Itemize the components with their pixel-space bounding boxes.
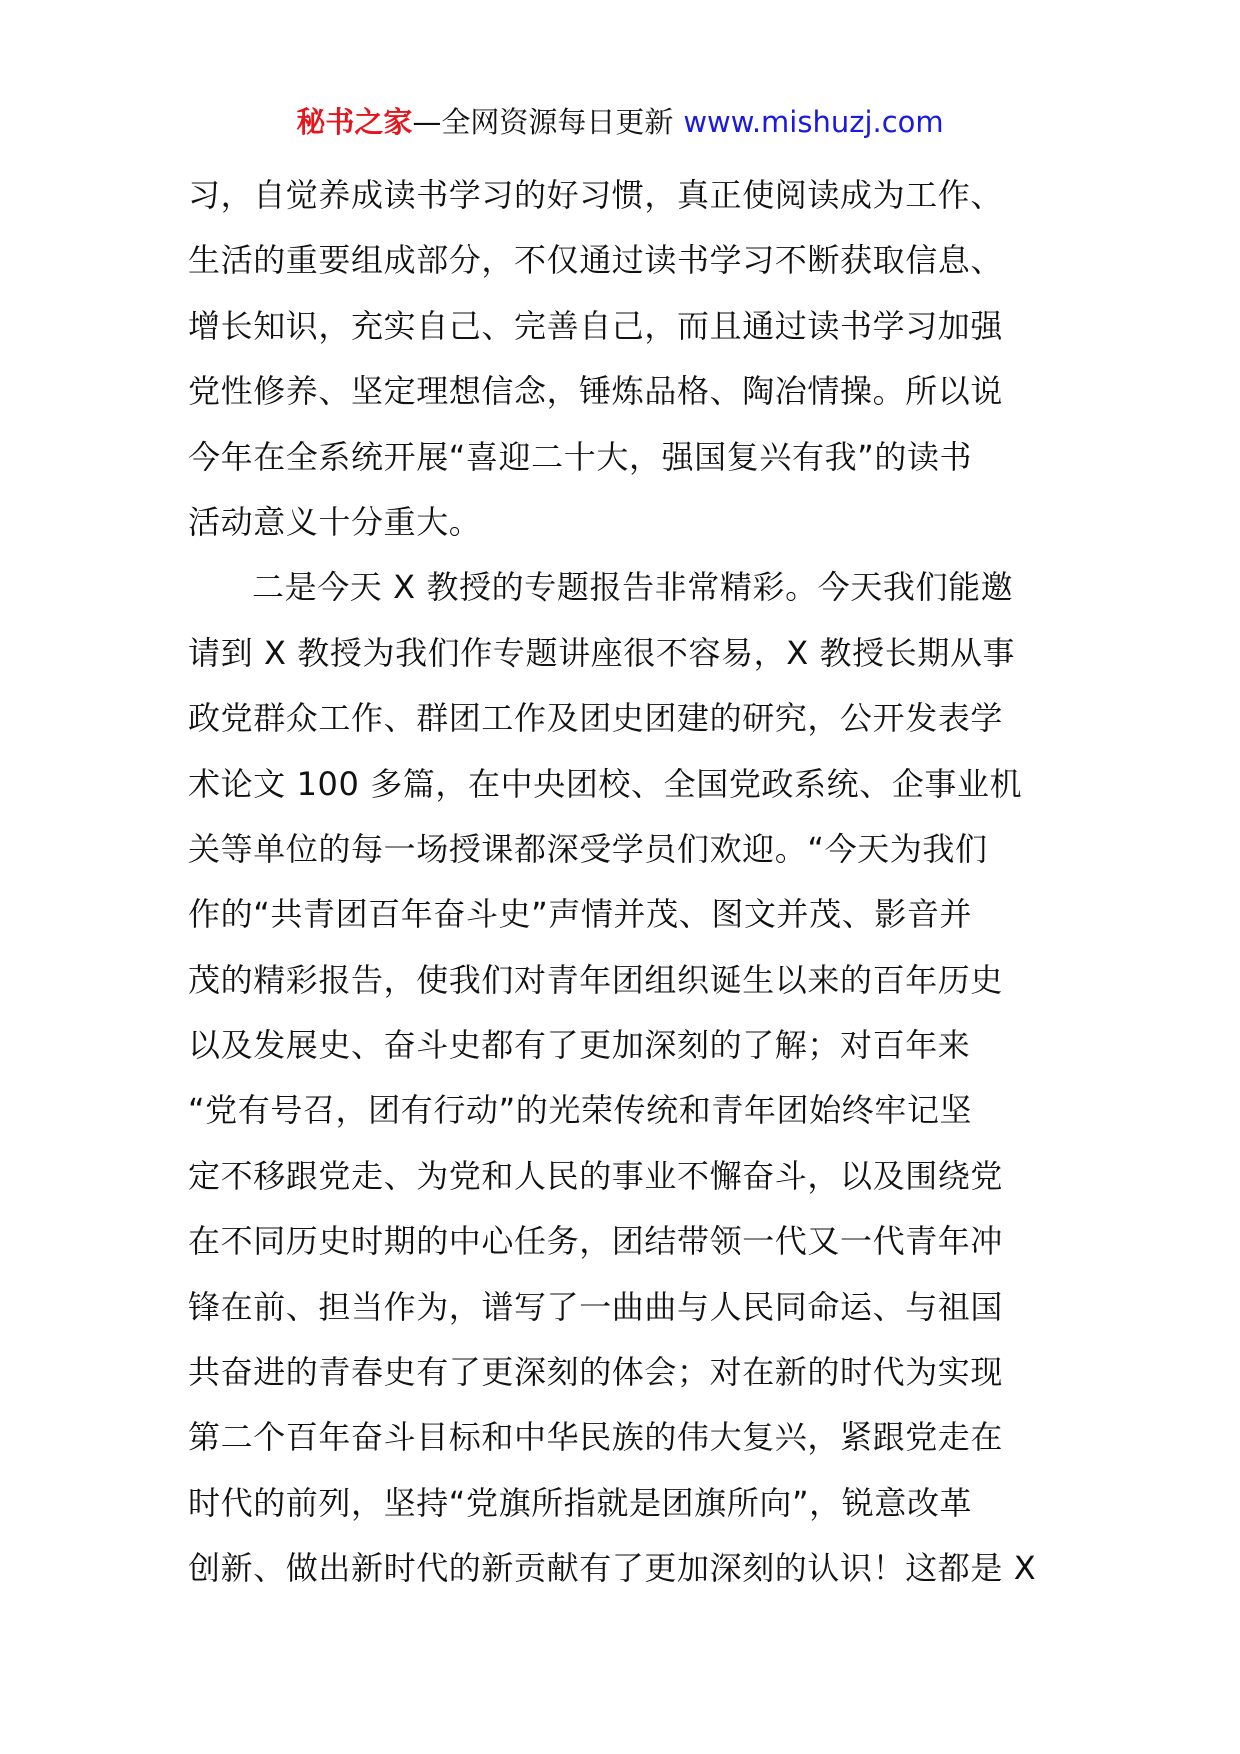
text-line: 关等单位的每一场授课都深受学员们欢迎。“今天为我们 bbox=[188, 829, 988, 868]
text-line: 创新、做出新时代的新贡献有了更加深刻的认识！这都是 X bbox=[188, 1549, 1037, 1588]
text-line: 增长知识，充实自己、完善自己，而且通过读书学习加强 bbox=[188, 306, 1004, 345]
text-line: 第二个百年奋斗目标和中华民族的伟大复兴，紧跟党走在 bbox=[188, 1418, 1004, 1457]
text-line: 今年在全系统开展“喜迎二十大，强国复兴有我”的读书 bbox=[188, 437, 973, 476]
text-line: 以及发展史、奋斗史都有了更加深刻的了解；对百年来 bbox=[188, 1026, 971, 1065]
text-line: 共奋进的青春史有了更深刻的体会；对在新的时代为实现 bbox=[188, 1353, 1004, 1392]
text-line: 时代的前列，坚持“党旗所指就是团旗所向”，锐意改革 bbox=[188, 1483, 973, 1522]
text-line: 党性修养、坚定理想信念，锤炼品格、陶冶情操。所以说 bbox=[188, 372, 1004, 411]
paragraph-start-line: 二是今天 X 教授的专题报告非常精彩。今天我们能邀 bbox=[252, 568, 1014, 607]
text-line: 活动意义十分重大。 bbox=[188, 502, 482, 541]
text-line: 茂的精彩报告，使我们对青年团组织诞生以来的百年历史 bbox=[188, 960, 1004, 999]
text-line: 习，自觉养成读书学习的好习惯，真正使阅读成为工作、 bbox=[188, 176, 1004, 214]
site-url-link[interactable]: www.mishuzj.com bbox=[683, 105, 944, 139]
site-header bbox=[0, 100, 1240, 144]
text-line: “党有号召，团有行动”的光荣传统和青年团始终牢记坚 bbox=[188, 1091, 973, 1130]
text-line: 锋在前、担当作为，谱写了一曲曲与人民同命运、与祖国 bbox=[188, 1287, 1004, 1326]
text-line: 在不同历史时期的中心任务，团结带领一代又一代青年冲 bbox=[188, 1222, 1004, 1261]
text-line: 定不移跟党走、为党和人民的事业不懈奋斗，以及围绕党 bbox=[188, 1156, 1004, 1195]
text-line: 政党群众工作、群团工作及团史团建的研究，公开发表学 bbox=[188, 699, 1004, 738]
text-line: 作的“共青团百年奋斗史”声情并茂、图文并茂、影音并 bbox=[188, 895, 973, 934]
text-line: 请到 X 教授为我们作专题讲座很不容易，X 教授长期从事 bbox=[188, 633, 1016, 672]
brand-name: 秘书之家 bbox=[296, 105, 413, 139]
text-line: 生活的重要组成部分，不仅通过读书学习不断获取信息、 bbox=[188, 241, 1004, 280]
header-slogan: —全网资源每日更新 bbox=[412, 105, 674, 139]
text-line: 术论文 100 多篇，在中央团校、全国党政系统、企事业机 bbox=[188, 764, 1023, 803]
document-body bbox=[188, 163, 1068, 1602]
